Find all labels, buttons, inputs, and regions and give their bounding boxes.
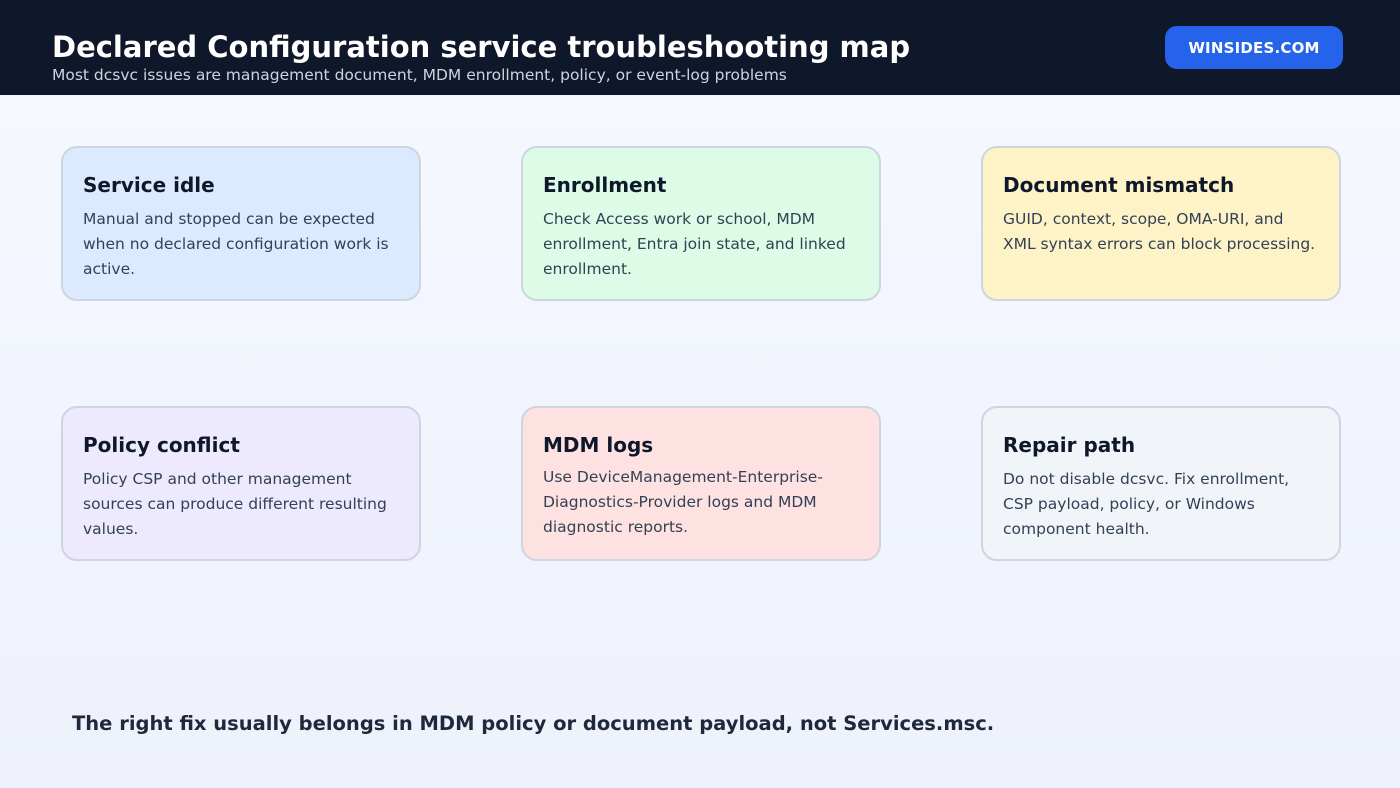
card-repair-path xyxy=(981,406,1341,561)
card-body: Use DeviceManagement-Enterprise-Diagnostics-Provider logs and MDM diagnostic reports. xyxy=(543,468,823,536)
page-title: Declared Configuration service troubleshooting map xyxy=(52,30,911,64)
site-badge[interactable]: WINSIDES.COM xyxy=(1165,26,1343,69)
card-enrollment xyxy=(521,146,881,301)
page-subtitle: Most dcsvc issues are management document, MDM enrollment, policy, or event-log problems xyxy=(52,66,787,84)
card-title: Service idle xyxy=(83,173,215,197)
card-body: Manual and stopped can be expected when no declared configuration work is active. xyxy=(83,210,389,278)
card-body: Policy CSP and other management sources can produce different resulting values. xyxy=(83,470,387,538)
card-body: Do not disable dcsvc. Fix enrollment, CSP payload, policy, or Windows component health. xyxy=(1003,470,1290,538)
card-title: Policy conflict xyxy=(83,433,240,457)
card-service-idle xyxy=(61,146,421,301)
card-mdm-logs xyxy=(521,406,881,561)
card-title: Repair path xyxy=(1003,433,1136,457)
header-bar xyxy=(0,0,1400,95)
card-title: Document mismatch xyxy=(1003,173,1235,197)
card-title: Enrollment xyxy=(543,173,667,197)
card-body: GUID, context, scope, OMA-URI, and XML syntax errors can block processing. xyxy=(1003,210,1316,253)
card-document-mismatch xyxy=(981,146,1341,301)
card-title: MDM logs xyxy=(543,433,654,457)
footer-note: The right fix usually belongs in MDM policy or document payload, not Services.msc. xyxy=(72,712,995,735)
card-body: Check Access work or school, MDM enrollment, Entra join state, and linked enrollment. xyxy=(543,210,846,278)
card-policy-conflict xyxy=(61,406,421,561)
